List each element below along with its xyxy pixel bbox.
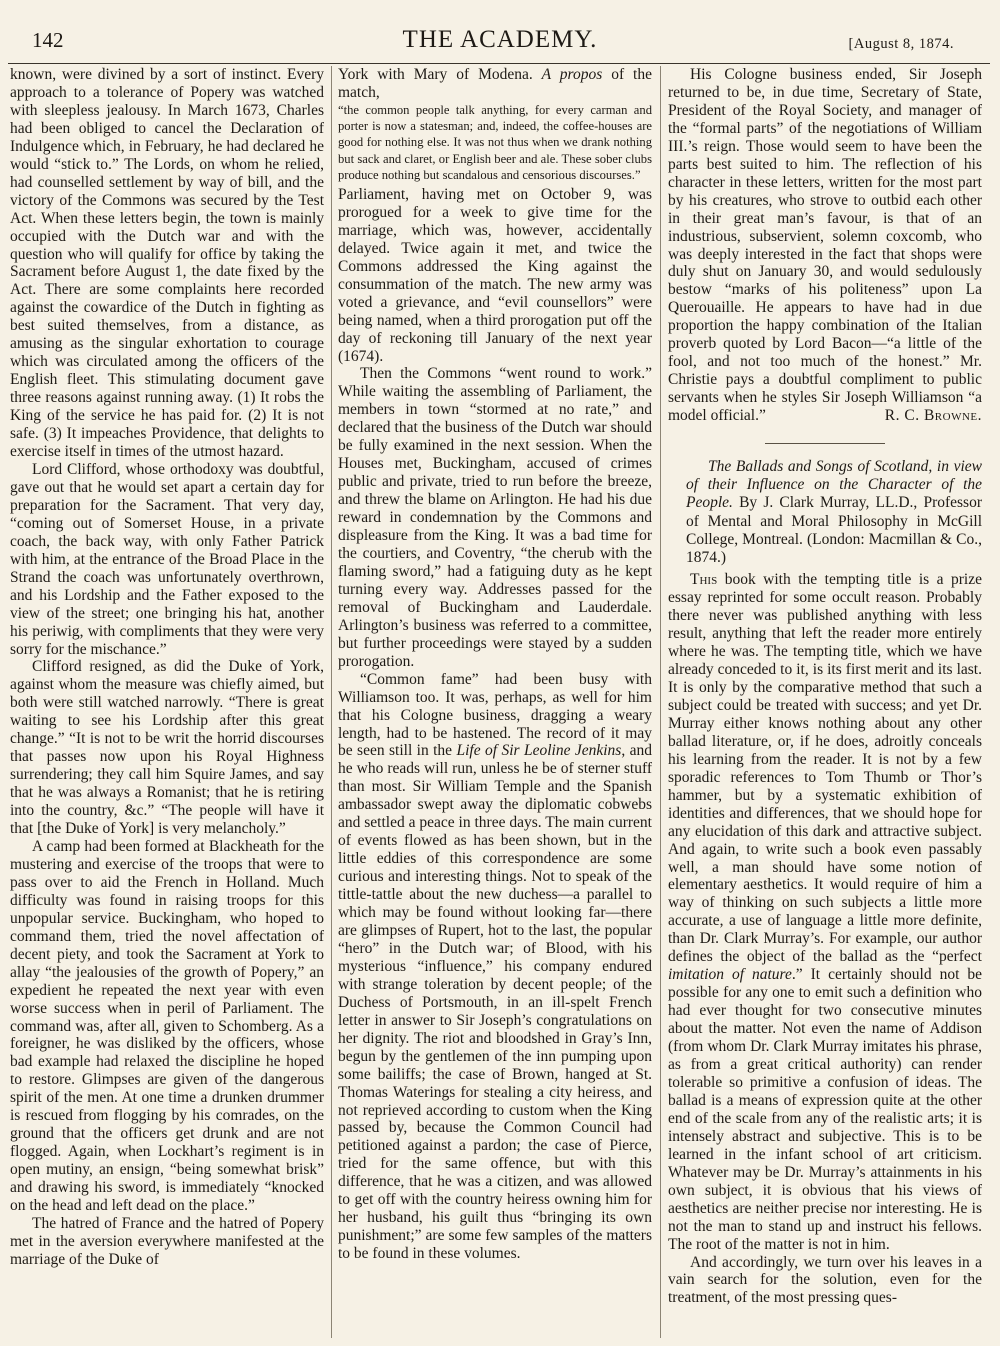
paragraph xyxy=(338,66,652,102)
text-run: York with Mary of Modena. xyxy=(338,66,542,83)
book-title: The Ballads and Songs of Scotland, in view of their Influence on the Character of the People. xyxy=(686,458,982,512)
column-divider xyxy=(660,66,661,1338)
italic-text: imitation of nature xyxy=(668,966,792,984)
column-1 xyxy=(10,66,324,1338)
paragraph: A camp had been formed at Blackheath for the mustering and exercise of the troops that were to pass over to aid the French in Holland. Much difficulty was found in raising troops for this unpopular service. Buckingham, who hoped to command them, tried the novel affectation of decent piety, and took the Sacrament at York to allay “the jealousies of the growth of Popery,” an expedient he repeated the next year with even worse success when in peril of Parliament. The command was, after all, given to Schomberg. As a foreigner, he was disliked by the officers, whose bad example had relaxed the discipline he hoped to restore. Glimpses are given of the dangerous spirit of the men. At one time a drunken drummer is rescued from flogging by his comrades, on the ground that the officers get drunk and are not flogged. Again, when Lockhart’s regiment is in open mutiny, an ensign, “being somewhat brisk” and drawing his sword, is immediately “knocked on the head and left dead on the place.” xyxy=(10,837,324,1215)
italic-text: A propos xyxy=(541,66,603,83)
paragraph: Lord Clifford, whose orthodoxy was doubtful, gave out that he would set apart a certain day for preparation for the Sacrament. That very day, “coming out of Somerset House, in a private coach, the back way, with only Father Patrick with him, at the entrance of the Broad Place in the Strand the coach was unfortunately overthrown, and his Lordship and the Father exposed to the view of the street; one bringing his hat, another his periwig, with compliments that they were very sorry for the mischance.” xyxy=(10,460,324,658)
column-3 xyxy=(668,66,982,1338)
paragraph: Clifford resigned, as did the Duke of York, against whom the measure was chiefly aimed, but both were still watched narrowly. “There is great waiting to see his Lordship after this great change.” “It is not to be writ the horrid discourses that passes now upon his Royal Highness surrendering; they call him Squire James, and say that he was always a Romanist; that he is retiring into the country, &c.” “The people will have it that [the Duke of York] is very melancholy.” xyxy=(10,658,324,838)
book-heading xyxy=(668,458,982,567)
section-separator xyxy=(765,443,885,444)
issue-date: [August 8, 1874. xyxy=(848,36,954,52)
paragraph: The hatred of France and the hatred of Popery met in the aversion everywhere manifested at the marriage of the Duke of xyxy=(10,1215,324,1268)
header-rule xyxy=(8,63,990,64)
paragraph: known, were divined by a sort of instinct. Every approach to a tolerance of Popery was watched with sleepless jealousy. In March 1673, Charles had been obliged to cancel the Declaration of Indulgence which, in February, he had declared he would “stick to.” The Lords, on whom he relied, had counselled settlement by way of bill, and the victory of the Commons was secured by the Test Act. When these letters begin, the town is mainly occupied with the Dutch war and with the question who will qualify for office by taking the Sacrament before August 1, the date fixed by the Act. There are some complaints here recorded against the cowardice of the Dutch in fighting as best suited themselves, from a distance, as amusing as the singular exhortation to courage which was circulated among the officers of the English fleet. This stimulating document gave three reasons against running away. (1) It robs the King of the service he has paid for. (2) It is not safe. (3) It impeaches Providence, that delights to exercise itself in times of the utmost hazard. xyxy=(10,66,324,461)
text-run: “Common fame” had been busy with Williamson too. It was, perhaps, as well for him that his Cologne business, dragging a weary length, had to be hastened. The record of it may be seen still in the xyxy=(338,670,652,760)
first-word: This xyxy=(690,571,718,589)
text-run: of the match, xyxy=(338,66,652,101)
paragraph: And accordingly, we turn over his leaves in a vain search for the solution, even for the treatment, of the most pressing ques- xyxy=(668,1253,982,1307)
text-run: book with the tempting title is a prize essay reprinted for some occult reason. Probably there never was published anything with less result, anything that left the reader more entirely where he was. The tempting title, which we have already conceded to it, is its first merit and its last. It is only by the comparative method that such a subject could be treated with success; and yet Dr. Murray either knows nothing about any other ballad literature, or, if he does, adroitly conceals his learning from the reader. It is not by a few sporadic references to Tom Thumb or Thor’s hammer, but by a systematic exhibition of identities and differences, that we should hope for any elucidation of this dark and attractive subject. And again, to write such a book even passably well, a man should have some notion of elementary aesthetics. It would require of him a way of thinking on such subjects a little more accurate, a use of language a little more definite, than Dr. Clark Murray’s. For example, our author defines the object of the ballad as the “perfect xyxy=(668,571,982,966)
running-title: THE ACADEMY. xyxy=(402,26,598,53)
page-number: 142 xyxy=(32,28,64,52)
text-run: .” It certainly should not be possible for any one to emit such a definition who had ever thought for two consecutive minutes about the matter. Not even the name of Addison (from whom Dr. Clark Murray imitates his phrase, as from a great critical authority) can render tolerable so primitive a confusion of ideas. The ballad is a means of expression quite at the other end of the scale from any of the realistic arts; it is intensely abstract and subjective. This is to be learned in the infant school of art criticism. Whatever may be Dr. Murray’s attainments in his own subject, it is obvious that his views of aesthetics are neither precise nor interesting. He is not the man to stand up and instruct his fellows. The root of the matter is not in him. xyxy=(668,966,982,1253)
text-run: His Cologne business ended, Sir Joseph returned to be, in due time, Secretary of State, President of the Royal Society, and manager of the “formal parts” of the negotiations of William III.’s reign. Those would seem to have been the parts best suited to him. The reflection of his character in these letters, written for the most part by his creatures, who strove to outbid each other in their great man’s favour, is that of an industrious, subservient, solemn coxcomb, who was deeply interested in the fact that shops were duly shut on January 30, and would sedulously bestow “marks of his politeness” upon La Querouaille. He appears to have had in due proportion the happy combination of the Italian proverb quoted by Lord Bacon—“a little of the fool, and not too much of the honest.” Mr. Christie pays a doubtful compliment to public servants when he styles Sir Joseph Williamson “a model official.” xyxy=(668,66,982,425)
author-signature: R. C. Browne. xyxy=(884,407,982,425)
paragraph: Parliament, having met on October 9, was prorogued for a week to give time for the marriage, which was, however, accidentally delayed. Twice again it met, and twice the Commons addressed the King against the consummation of the match. The new army was voted a grievance, and “evil counsellors” were being named, when a third prorogation put off the day of reckoning till January of the next year (1674). xyxy=(338,185,652,365)
italic-text: Life of Sir Leoline Jenkins xyxy=(456,742,622,760)
block-quote: “the common people talk anything, for every carman and porter is now a statesman; and, indeed, the coffee-houses are good for nothing else. It was not thus when we drank nothing but sack and claret, or English beer and ale. These sober clubs produce nothing but scandalous and censorious discourses.” xyxy=(338,102,652,182)
paragraph xyxy=(668,66,982,425)
paragraph xyxy=(338,671,652,1263)
text-run: , and he who reads will run, unless he be of sterner stuff than most. Sir William Temple and the Spanish ambassador swept away the diplomatic cobwebs and settled a peace in three days. The main current of events flowed as has been shown, but in the little eddies of this correspondence are some curious and interesting things. Not to speak of the tittle-tattle about the new duchess—a parallel to which may be found without looking far—there are glimpses of Rupert, hot to the last, the popular “hero” in the Dutch war; of Blood, with his mysterious “influence,” his company endured with strange toleration by decent people; of the Duchess of Portsmouth, in an ill-spelt French letter in answer to Sir Joseph’s congratulations on her dignity. The riot and bloodshed in Gray’s Inn, begun by the gentlemen of the inn pumping upon some bailiffs; the case of Brown, hanged at St. Thomas Waterings for stealing a city heiress, and not reprieved according to custom when the King passed by, because the Common Council had petitioned against a pardon; the case of Pierce, tried for the same offence, but with this difference, that he was a citizen, and was allowed to get off with the country heiress owning him for her husband, his guilt thus “bringing its own punishment;” are some few samples of the matters to be found in these volumes. xyxy=(338,742,652,1263)
page-header xyxy=(0,24,1000,60)
column-divider xyxy=(331,66,332,1338)
paragraph xyxy=(668,571,982,1253)
book-details: By J. Clark Murray, LL.D., Professor of Mental and Moral Philosophy in McGill College, Montreal. (London: Macmillan & Co., 1874.) xyxy=(686,494,982,567)
paragraph: Then the Commons “went round to work.” While waiting the assembling of Parliament, the members in town “stormed at no rate,” and declared that the business of the Dutch war should be fully examined in the next session. When the Houses met, Buckingham, accused of crimes public and private, tried to run before the breeze, and threw the blame on Arlington. He had his due reward in condemnation by the Commons and displeasure from the King. It was a bad time for the courtiers, and Coventry, “the cherub with the flaming sword,” had a fatiguing duty as he kept turning every way. Addresses passed for the removal of Buckingham and Lauderdale. Arlington’s business was referred to a committee, but further proceedings were stayed by a sudden prorogation. xyxy=(338,365,652,670)
column-2 xyxy=(338,66,652,1338)
